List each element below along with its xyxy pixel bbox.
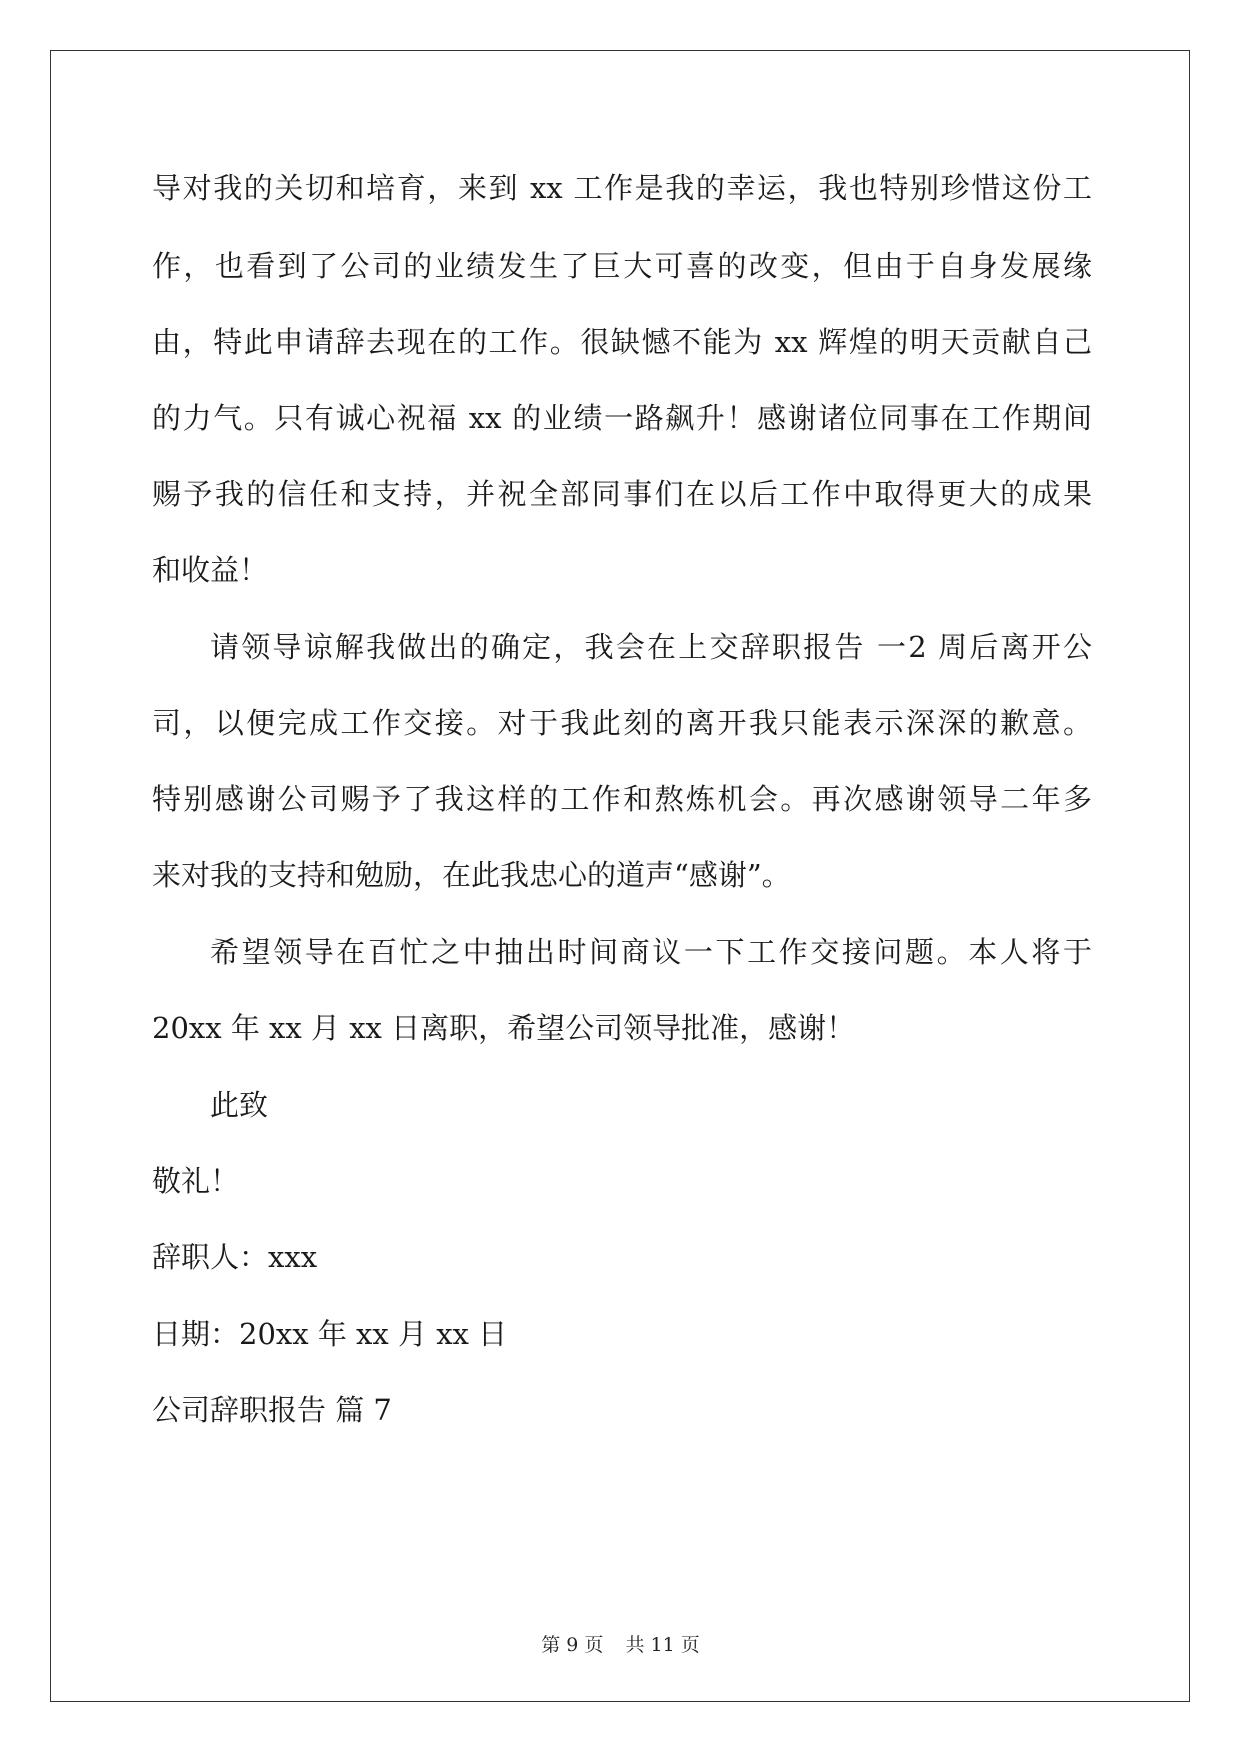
text-line: 导对我的关切和培育，来到 xx 工作是我的幸运，我也特别珍惜这份工 [152, 171, 1092, 205]
closing-salutation: 此致 [210, 1088, 269, 1122]
text-line: 由，特此申请辞去现在的工作。很缺憾不能为 xx 辉煌的明天贡献自己 [152, 325, 1092, 359]
page-total: 共 11 页 [625, 1634, 700, 1656]
section-heading: 公司辞职报告 篇 7 [152, 1393, 392, 1427]
signature-line: 辞职人：xxx [152, 1240, 318, 1274]
text-line: 的力气。只有诚心祝福 xx 的业绩一路飙升！感谢诸位同事在工作期间 [152, 401, 1092, 435]
page-footer [0, 1630, 1241, 1657]
text-line: 来对我的支持和勉励，在此我忠心的道声“感谢”。 [152, 858, 791, 892]
paragraph-first-line: 希望领导在百忙之中抽出时间商议一下工作交接问题。本人将于 [210, 935, 1092, 969]
text-line: 20xx 年 xx 月 xx 日离职，希望公司领导批准，感谢！ [152, 1011, 856, 1045]
text-line: 作，也看到了公司的业绩发生了巨大可喜的改变，但由于自身发展缘 [152, 249, 1092, 283]
date-line: 日期：20xx 年 xx 月 xx 日 [152, 1317, 508, 1351]
page-number: 第 9 页 [541, 1634, 604, 1656]
paragraph-first-line: 请领导谅解我做出的确定，我会在上交辞职报告 一2 周后离开公 [210, 630, 1092, 664]
closing-regards: 敬礼！ [152, 1164, 240, 1198]
text-line: 特别感谢公司赐予了我这样的工作和熬炼机会。再次感谢领导二年多 [152, 782, 1092, 816]
text-line: 赐予我的信任和支持，并祝全部同事们在以后工作中取得更大的成果 [152, 477, 1092, 511]
text-line: 和收益！ [152, 553, 269, 587]
text-line: 司，以便完成工作交接。对于我此刻的离开我只能表示深深的歉意。 [152, 706, 1092, 740]
